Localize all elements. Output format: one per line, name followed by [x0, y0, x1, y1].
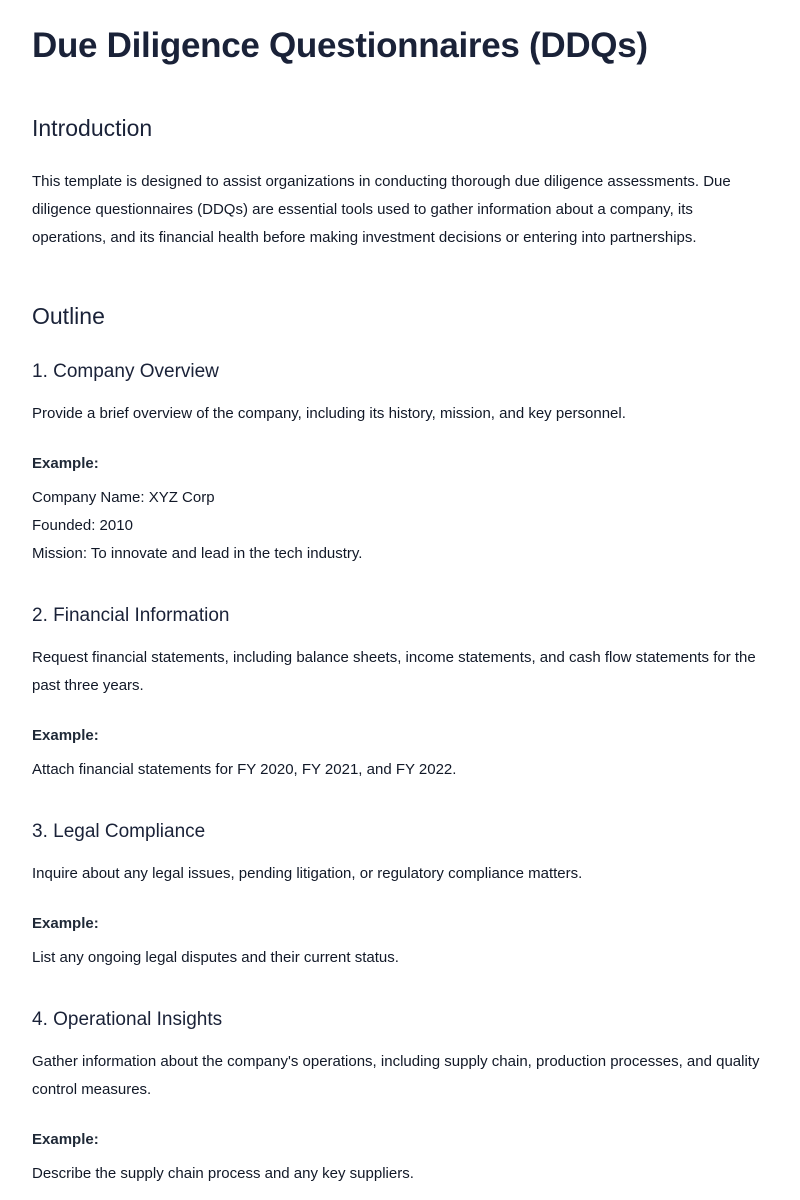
page-title: Due Diligence Questionnaires (DDQs)	[32, 26, 648, 65]
example-line: Mission: To innovate and lead in the tech industry.	[32, 545, 363, 562]
example-line: List any ongoing legal disputes and their current status.	[32, 949, 399, 966]
section-description-operational-insights: Gather information about the company's operations, including supply chain, production processes, and quality control measures.	[32, 1053, 760, 1098]
section-heading-company-overview: 1. Company Overview	[32, 361, 219, 382]
example-line: Attach financial statements for FY 2020, FY 2021, and FY 2022.	[32, 761, 457, 778]
section-heading-legal-compliance: 3. Legal Compliance	[32, 821, 206, 842]
introduction-heading: Introduction	[32, 115, 153, 141]
example-line: Describe the supply chain process and any key suppliers.	[32, 1165, 414, 1182]
example-label: Example:	[32, 1131, 99, 1148]
example-label: Example:	[32, 915, 99, 932]
section-heading-operational-insights: 4. Operational Insights	[32, 1009, 223, 1030]
example-line: Company Name: XYZ Corp	[32, 489, 215, 506]
section-description-legal-compliance: Inquire about any legal issues, pending litigation, or regulatory compliance matters.	[32, 865, 583, 882]
example-label: Example:	[32, 727, 99, 744]
introduction-text: This template is designed to assist organizations in conducting thorough due diligence assessments. Due diligence questionnaires (DDQs) are essential tools used to gather information about a company, its operations, and its financial health before making investment decisions or entering into partnerships.	[32, 173, 731, 246]
section-description-financial-information: Request financial statements, including balance sheets, income statements, and cash flow statements for the past three years.	[32, 649, 756, 694]
section-description-company-overview: Provide a brief overview of the company, including its history, mission, and key personnel.	[32, 405, 626, 422]
section-heading-financial-information: 2. Financial Information	[32, 605, 230, 626]
outline-heading: Outline	[32, 303, 105, 329]
example-line: Founded: 2010	[32, 517, 133, 534]
example-label: Example:	[32, 455, 99, 472]
